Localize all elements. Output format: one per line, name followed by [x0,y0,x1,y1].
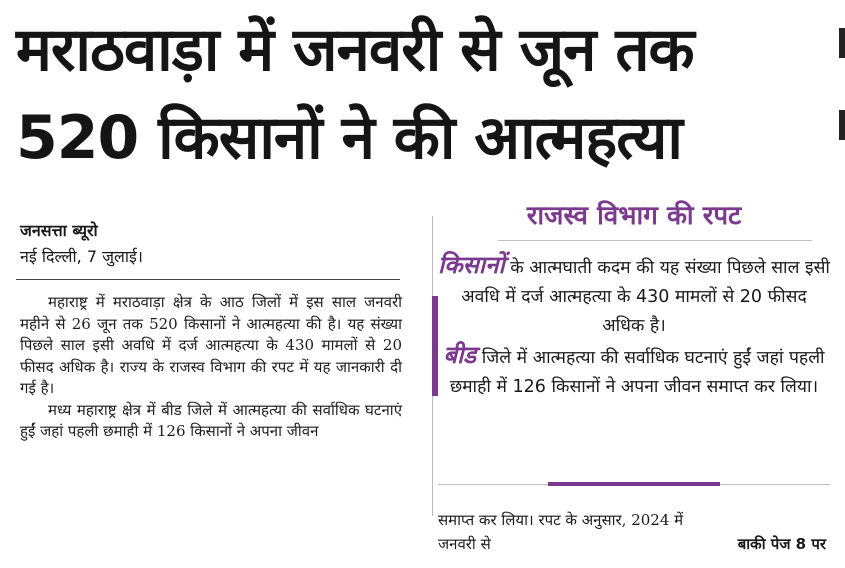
callout-accent-bar [432,296,438,396]
byline-dateline: नई दिल्ली, 7 जुलाई। [20,247,143,266]
byline-bureau: जनसत्ता ब्यूरो [20,221,98,240]
headline [16,6,845,182]
callout-title: राजस्व विभाग की रपट [526,201,742,231]
callout-title-rule [498,240,812,241]
callout-item-1-text: के आत्मघाती कदम की यह संख्या पिछले साल इसी अवधि में दर्ज आत्महत्या के 430 मामलों से 20 फीसद अधिक है। [461,258,830,336]
headline-line-1: मराठवाड़ा में जनवरी से जून तक [16,15,694,85]
continuation-line-2 [438,532,826,556]
page-edge-mark [839,28,845,58]
continuation [438,508,826,556]
article-paragraph-2: मध्य महाराष्ट्र क्षेत्र में बीड जिले में आत्महत्या की सर्वाधिक घटनाएं हुईं जहां पहली छमाही में 126 किसानों ने अपना जीवन [20,400,402,440]
page-edge-mark [839,110,845,140]
byline-divider [16,279,400,280]
callout-item-2 [438,341,830,402]
continuation-line-1: समाप्त कर लिया। रपट के अनुसार, 2024 में [438,511,684,529]
article-paragraph-1: महाराष्ट्र में मराठवाड़ा क्षेत्र के आठ जिलों में इस साल जनवरी महीने से 26 जून तक 520 किसानों ने आत्महत्या की है। यह संख्या पिछले साल इसी अवधि में दर्ज आत्महत्या के 430 मामलों से 20 फीसद अधिक है। राज्य के राजस्व विभाग की रपट में यह जानकारी दी गई है। [20,293,402,397]
callout-bottom-accent [548,482,720,486]
callout-item-1-lead: किसानों [438,251,505,279]
byline [20,218,400,270]
callout-body [438,251,830,402]
callout-item-1 [438,251,830,341]
page-jump-link[interactable]: बाकी पेज 8 पर [737,535,826,553]
callout-item-2-lead: बीड [443,341,477,369]
headline-line-2: 520 किसानों ने की आत्महत्या [16,103,682,173]
article-body [20,292,402,443]
callout-box [438,196,830,402]
continuation-text: जनवरी से [438,535,491,553]
callout-item-2-text: जिले में आत्महत्या की सर्वाधिक घटनाएं हुईं जहां पहली छमाही में 126 किसानों ने अपना जीवन समाप्त कर लिया। [449,348,825,397]
